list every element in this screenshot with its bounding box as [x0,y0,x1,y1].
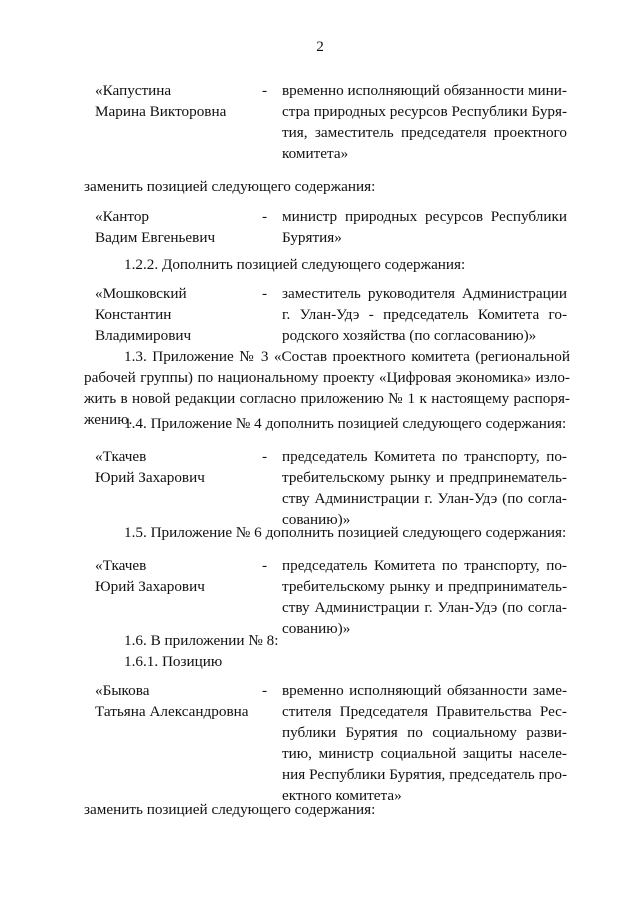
name-line: Татьяна Александровна [95,703,249,720]
name-line: Вадим Евгеньевич [95,229,216,246]
entry-name [95,206,260,248]
entry-dash: - [262,208,268,225]
item-1-5: 1.5. Приложение № 6 дополнить позицией следующего содержания: [124,524,567,541]
desc-line: Бурятия» [282,229,342,246]
replace-text-2: заменить позицией следующего содержания: [84,801,376,818]
entry-description [282,283,567,346]
name-line: «Быкова [95,682,150,699]
entry-name [95,555,260,597]
entry-dash: - [262,285,268,302]
desc-line: председатель Комитета по транспорту, по- [282,557,567,574]
desc-line: тия, заместитель председателя проектного [282,124,567,141]
name-line: «Ткачев [95,448,147,465]
name-line: Константин [95,306,172,323]
name-line: Марина Викторовна [95,103,227,120]
entry-description [282,80,567,164]
entry-dash: - [262,82,268,99]
name-line: Юрий Захарович [95,578,205,595]
entry-dash: - [262,448,268,465]
desc-line: родского хозяйства (по согласованию)» [282,327,537,344]
desc-line: сованию)» [282,511,351,528]
desc-line: публики Бурятия по социальному разви- [282,724,567,741]
entry-name [95,446,260,488]
paragraph-line: жить в новой редакции согласно приложению № 1 к настоящему распоря- [84,390,570,407]
desc-line: ектного комитета» [282,787,402,804]
name-line: «Ткачев [95,557,147,574]
entry-dash: - [262,557,268,574]
desc-line: временно исполняющий обязанности заме- [282,682,567,699]
item-1-4: 1.4. Приложение № 4 дополнить позицией следующего содержания: [124,415,567,432]
entry-description [282,555,567,639]
desc-line: сованию)» [282,620,351,637]
entry-name [95,80,260,122]
paragraph-line: рабочей группы) по национальному проекту «Цифровая экономика» изло- [84,369,570,386]
name-line: «Капустина [95,82,172,99]
name-line: «Кантор [95,208,150,225]
desc-line: председатель Комитета по транспорту, по- [282,448,567,465]
entry-description [282,446,567,530]
entry-dash: - [262,682,268,699]
desc-line: ству Администрации г. Улан-Удэ (по согла- [282,490,567,507]
desc-line: стителя Председателя Правительства Рес- [282,703,567,720]
desc-line: тию, министр социальной защиты населе- [282,745,567,762]
desc-line: г. Улан-Удэ - председатель Комитета го- [282,306,567,323]
entry-description [282,680,567,806]
item-1-6-1: 1.6.1. Позицию [124,653,223,670]
entry-description [282,206,567,248]
desc-line: временно исполняющий обязанности мини- [282,82,567,99]
desc-line: ству Администрации г. Улан-Удэ (по согла- [282,599,567,616]
entry-name [95,283,260,346]
desc-line: комитета» [282,145,349,162]
desc-line: ния Республики Бурятия, председатель про- [282,766,567,783]
name-line: Юрий Захарович [95,469,205,486]
entry-name [95,680,260,722]
item-1-2-2: 1.2.2. Дополнить позицией следующего содержания: [124,256,466,273]
desc-line: требительскому рынку и предприниматель- [282,578,567,595]
desc-line: заместитель руководителя Администрации [282,285,567,302]
desc-line: требительскому рынку и предпринематель- [282,469,567,486]
desc-line: министр природных ресурсов Республики [282,208,567,225]
item-1-6: 1.6. В приложении № 8: [124,632,279,649]
replace-text-1: заменить позицией следующего содержания: [84,178,376,195]
paragraph-line: жению. [84,411,133,428]
name-line: Владимирович [95,327,192,344]
paragraph-line: 1.3. Приложение № 3 «Состав проектного комитета (региональной [124,348,570,365]
name-line: «Мошковский [95,285,187,302]
page-number: 2 [316,38,324,55]
desc-line: стра природных ресурсов Республики Буря- [282,103,568,120]
